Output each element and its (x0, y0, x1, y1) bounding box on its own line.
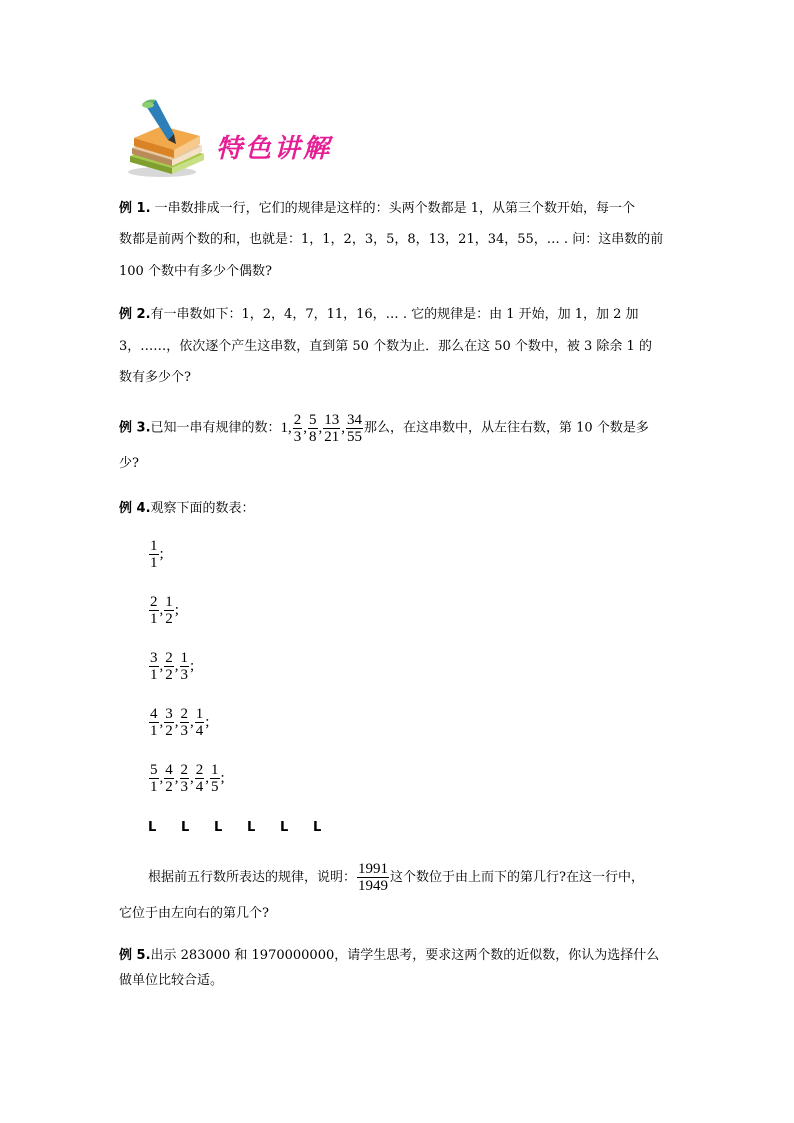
example-5-line-2: 做单位比较合适。 (119, 973, 224, 988)
fraction: $\frac{5}{8}$ (309, 411, 317, 445)
fraction: $\frac{5}{1}$ (150, 762, 158, 795)
example-1-line-1: 例 1. 一串数排成一行，它们的规律是这样的：头两个数都是 1，从第三个数开始，每一个 (119, 201, 636, 216)
fraction: $\frac{4}{1}$ (150, 706, 158, 739)
example-3-line-2: 少? (119, 456, 139, 471)
ellipsis-row: L L L L L L (148, 820, 322, 835)
fraction: $\frac{1}{2}$ (165, 594, 173, 627)
number-table-row-2: $\frac{2}{1}$ , $\frac{1}{2}$ ; (150, 594, 179, 627)
example-3-label: 例 3. (119, 420, 151, 436)
example-1-line-2: 数都是前两个数的和，也就是：1，1，2，3，5，8，13，21，34，55，… . 问：这串数的前 (119, 232, 664, 247)
fraction: $\frac{2}{3}$ (293, 411, 302, 445)
fraction: $\frac{13}{21}$ (324, 411, 340, 445)
fraction: $\frac{1}{3}$ (180, 650, 188, 683)
example-2-line-3: 数有多少个? (119, 370, 191, 385)
fraction: $\frac{2}{3}$ (180, 706, 188, 739)
books-pen-logo-icon (122, 98, 214, 180)
fraction: $\frac{1991}{1949}$ (358, 861, 389, 894)
fraction: $\frac{1}{4}$ (195, 706, 204, 739)
fraction: $\frac{2}{1}$ (150, 594, 158, 627)
example-4-line-1: 例 4.观察下面的数表： (119, 501, 255, 516)
example-4-label: 例 4. (119, 501, 151, 516)
example-5-line-1: 例 5.出示 283000 和 1970000000，请学生思考，要求这两个数的近似数，你认为选择什么 (119, 948, 660, 963)
example-4-question-line-1: 根据前五行数所表达的规律，说明： $\frac{1991}{1949}$ 这个数位于由上而下的第几行?在这一行中， (148, 861, 644, 894)
fraction: $\frac{1}{1}$ (150, 538, 158, 571)
fraction: $\frac{34}{55}$ (347, 411, 363, 445)
number-table-row-4: $\frac{4}{1}$ , $\frac{3}{2}$ , $\frac{2}{3}$ , $\frac{1}{4}$ ; (150, 706, 210, 739)
fraction: $\frac{2}{3}$ (180, 762, 188, 795)
example-5-label: 例 5. (119, 948, 151, 963)
section-title: 特色讲解 (216, 134, 333, 164)
fraction: $\frac{3}{2}$ (165, 706, 173, 739)
fraction: $\frac{3}{1}$ (150, 650, 158, 683)
fraction: $\frac{2}{2}$ (165, 650, 173, 683)
fraction: $\frac{1}{5}$ (211, 762, 219, 795)
number-table-row-1: $\frac{1}{1}$ ; (150, 538, 164, 571)
example-4-question-line-2: 它位于由左向右的第几个? (119, 906, 269, 921)
example-2-line-2: 3，……，依次逐个产生这串数，直到第 50 个数为止．那么在这 50 个数中，被 3 除余 1 的 (119, 339, 652, 354)
example-2-label: 例 2. (119, 307, 151, 322)
fraction: $\frac{4}{2}$ (165, 762, 173, 795)
number-table-row-5: $\frac{5}{1}$ , $\frac{4}{2}$ , $\frac{2}{3}$ , $\frac{2}{4}$ , $\frac{1}{5}$ ; (150, 762, 225, 795)
example-2-line-1: 例 2.有一串数如下：1，2，4，7，11，16，… . 它的规律是：由 1 开始，加 1，加 2 加 (119, 307, 639, 322)
example-1-label: 例 1. (119, 201, 151, 216)
number-table-row-3: $\frac{3}{1}$ , $\frac{2}{2}$ , $\frac{1}{3}$ ; (150, 650, 195, 683)
fraction: $\frac{2}{4}$ (195, 762, 204, 795)
example-1-line-3: 100 个数中有多少个偶数? (119, 264, 272, 279)
example-3-line-1: 例 3.已知一串有规律的数：1, $\frac{2}{3}$ , $\frac{5}{8}$ , $\frac{13}{21}$ , $\frac{34}{55}$ 那么，在这串数中，从左往右数，第 10 个数是多 (119, 411, 649, 445)
